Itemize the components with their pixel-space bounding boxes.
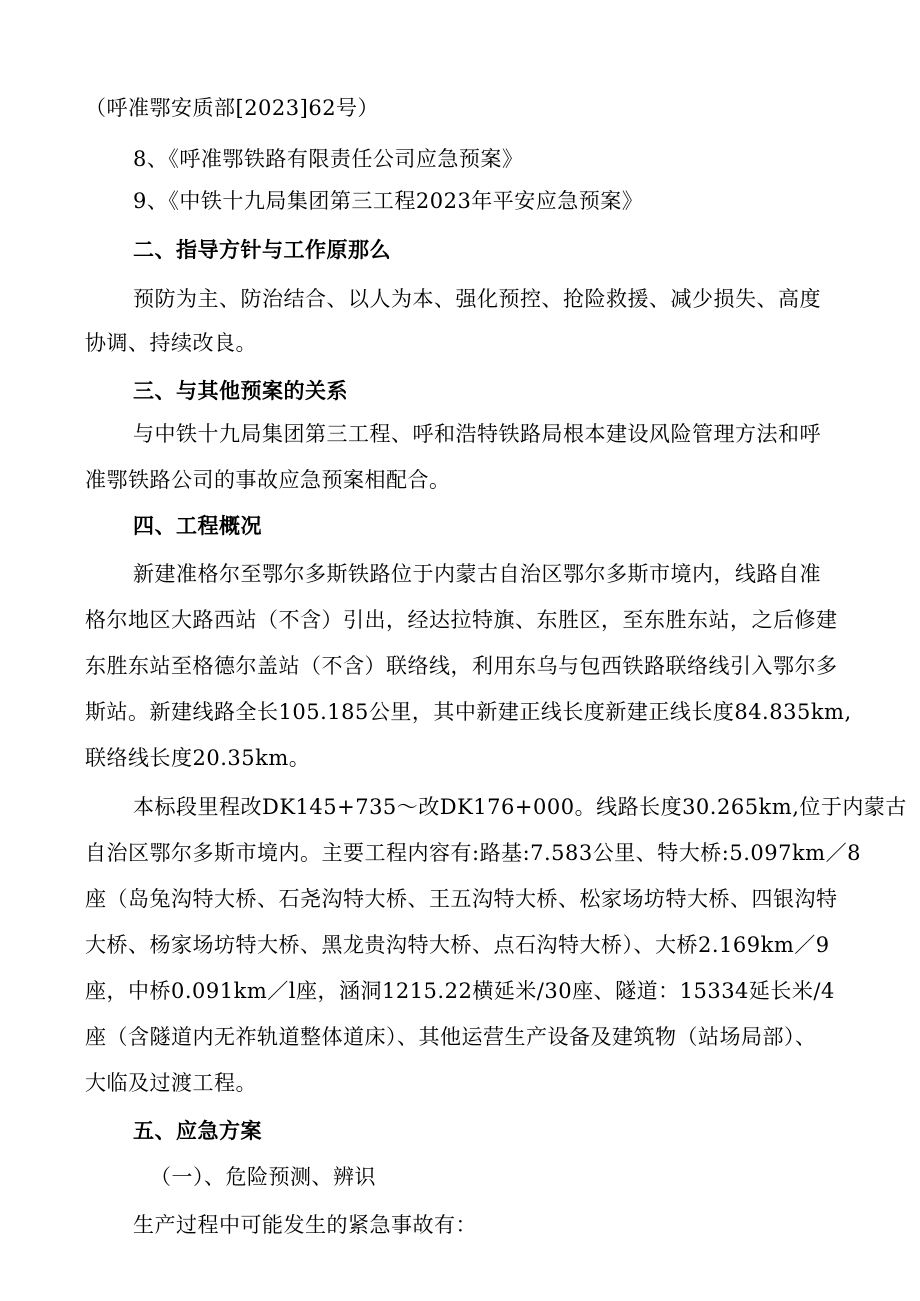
paragraph-line: 斯站。新建线路全长105.185公里，其中新建正线长度新建正线长度84.835km, [85,700,852,724]
paragraph-line: 预防为主、防治结合、以人为本、强化预控、抢险救援、减少损失、高度 [133,287,821,311]
paragraph-line: 新建准格尔至鄂尔多斯铁路位于内蒙古自治区鄂尔多斯市境内，线路自准 [133,562,821,586]
subsection-heading-1: （一）、危险预测、辨识 [150,1165,376,1189]
reference-doc-number: （呼准鄂安质部[2023]62号） [85,96,380,120]
paragraph-line: 大桥、杨家场坊特大桥、黑龙贵沟特大桥、点石沟特大桥）、大桥2.169km／9 [85,933,830,957]
paragraph-line: 自治区鄂尔多斯市境内。主要工程内容有:路基:7.583公里、特大桥:5.097km／8 [85,841,861,865]
paragraph-line: 东胜东站至格德尔盖站（不含）联络线，利用东乌与包西铁路联络线引入鄂尔多 [85,654,838,678]
section-heading-5: 五、应急方案 [133,1118,262,1143]
paragraph-line: 格尔地区大路西站（不含）引出，经达拉特旗、东胜区，至东胜东站，之后修建 [85,608,838,632]
paragraph-line: 与中铁十九局集团第三工程、呼和浩特铁路局根本建设风险管理方法和呼 [133,422,821,446]
paragraph-line: 准鄂铁路公司的事故应急预案相配合。 [85,468,451,492]
section-heading-4: 四、工程概况 [133,513,262,538]
paragraph-line: 生产过程中可能发生的紧急事故有： [133,1213,477,1237]
section-heading-3: 三、与其他预案的关系 [133,378,348,403]
paragraph-line: 本标段里程改DK145+735～改DK176+000。线路长度30.265km,位于内蒙古 [133,795,907,819]
paragraph-line: 协调、持续改良。 [85,331,257,355]
paragraph-line: 联络线长度20.35km。 [85,746,311,770]
paragraph-line: 大临及过渡工程。 [85,1071,257,1095]
paragraph-line: 座（岛兔沟特大桥、石尧沟特大桥、王五沟特大桥、松家场坊特大桥、四银沟特 [85,887,838,911]
section-heading-2: 二、指导方针与工作原那么 [133,237,391,262]
reference-item-9: 9、《中铁十九局集团第三工程2023年平安应急预案》 [133,189,644,213]
paragraph-line: 座（含隧道内无祚轨道整体道床）、其他运营生产设备及建筑物（站场局部）、 [85,1025,817,1049]
paragraph-line: 座，中桥0.091km／l座，涵洞1215.22横延米/30座、隧道：15334延长米/4 [85,979,835,1003]
reference-item-8: 8、《呼准鄂铁路有限责任公司应急预案》 [133,147,524,171]
